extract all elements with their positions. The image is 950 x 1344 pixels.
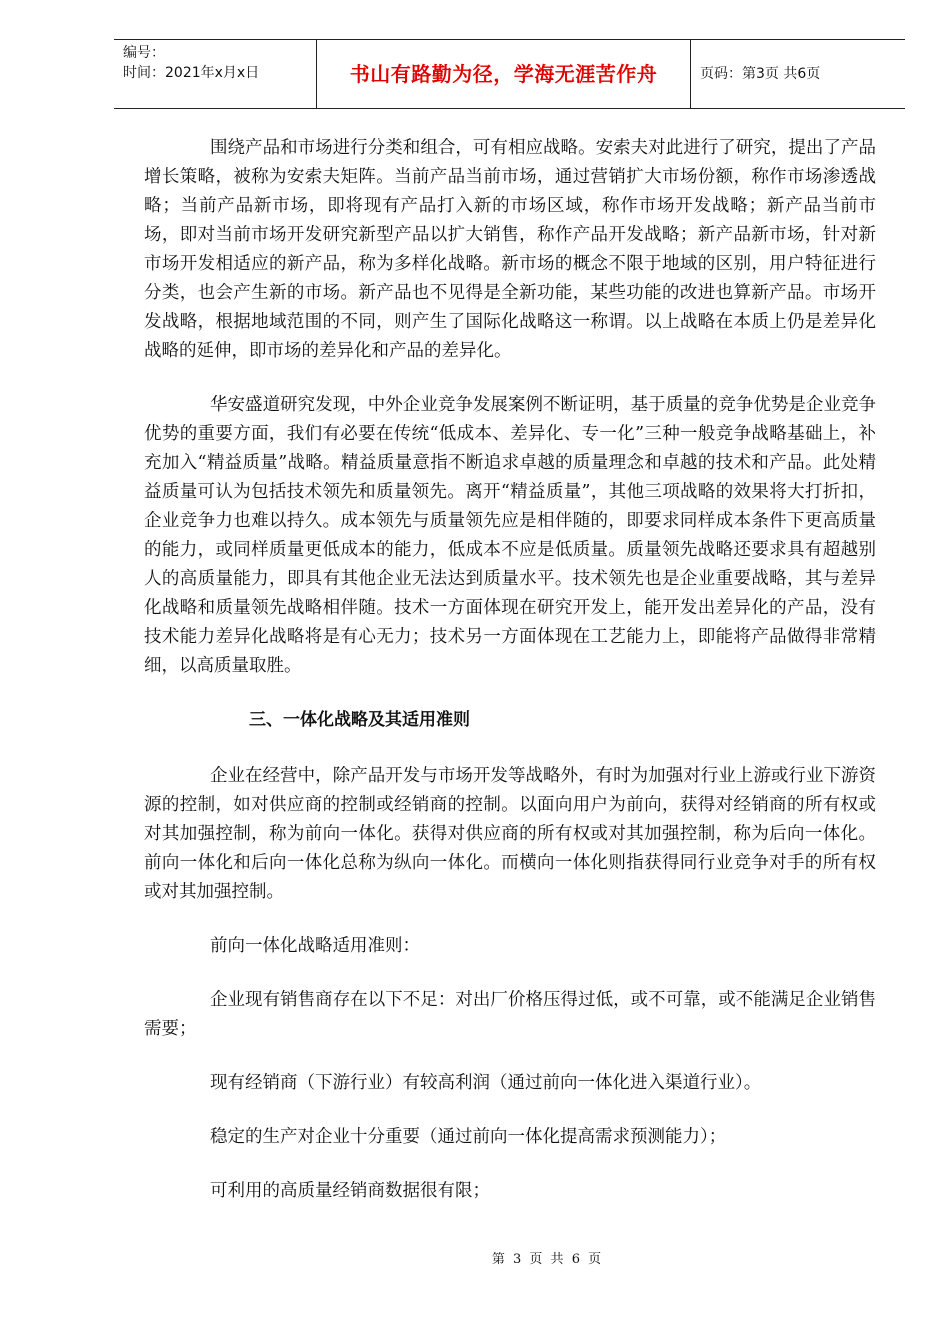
header-motto: 书山有路勤为径，学海无涯苦作舟 xyxy=(317,40,691,108)
header-page-indicator: 页码：第3页 共6页 xyxy=(700,66,821,82)
header-meta-cell xyxy=(114,40,317,108)
paragraph-criterion-1: 企业现有销售商存在以下不足：对出厂价格压得过低，或不可靠，或不能满足企业销售需要； xyxy=(144,990,876,1039)
paragraph-integration-definition: 企业在经营中，除产品开发与市场开发等战略外，有时为加强对行业上游或行业下游资源的控制，如对供应商的控制或经销商的控制。以面向用户为前向，获得对经销商的所有权或对其加强控制，称为前向一体化。获得对供应商的所有权或对其加强控制，称为后向一体化。前向一体化和后向一体化总称为纵向一体化。而横向一体化则指获得同行业竞争对手的所有权或对其加强控制。 xyxy=(144,766,876,902)
section-heading: 三、一体化战略及其适用准则 xyxy=(249,710,470,730)
paragraph-criterion-3: 稳定的生产对企业十分重要（通过前向一体化提高需求预测能力）； xyxy=(210,1127,727,1147)
paragraph-criterion-2: 现有经销商（下游行业）有较高利润（通过前向一体化进入渠道行业）。 xyxy=(210,1073,762,1093)
paragraph-criterion-4: 可利用的高质量经销商数据很有限； xyxy=(210,1181,490,1201)
page-header xyxy=(114,39,905,109)
document-number-label: 编号： xyxy=(123,45,165,61)
document-body xyxy=(144,134,876,1231)
paragraph-ansoff-matrix: 围绕产品和市场进行分类和组合，可有相应战略。安索夫对此进行了研究，提出了产品增长策略，被称为安索夫矩阵。当前产品当前市场，通过营销扩大市场份额，称作市场渗透战略；当前产品新市场，即将现有产品打入新的市场区域，称作市场开发战略；新产品当前市场，即对当前市场开发研究新型产品以扩大销售，称作产品开发战略；新产品新市场，针对新市场开发相适应的新产品，称为多样化战略。新市场的概念不限于地域的区别，用户特征进行分类，也会产生新的市场。新产品也不见得是全新功能，某些功能的改进也算新产品。市场开发战略，根据地域范围的不同，则产生了国际化战略这一称谓。以上战略在本质上仍是差异化战略的延伸，即市场的差异化和产品的差异化。 xyxy=(144,138,876,361)
document-time-label: 时间：2021年x月x日 xyxy=(123,65,260,81)
page-footer: 第 3 页 共 6 页 xyxy=(491,1252,604,1267)
paragraph-forward-criteria-title: 前向一体化战略适用准则： xyxy=(210,936,420,956)
paragraph-lean-quality: 华安盛道研究发现，中外企业竞争发展案例不断证明，基于质量的竞争优势是企业竞争优势的重要方面，我们有必要在传统“低成本、差异化、专一化”三种一般竞争战略基础上，补充加入“精益质量”战略。精益质量意指不断追求卓越的质量理念和卓越的技术和产品。此处精益质量可认为包括技术领先和质量领先。离开“精益质量”，其他三项战略的效果将大打折扣，企业竞争力也难以持久。成本领先与质量领先应是相伴随的，即要求同样成本条件下更高质量的能力，或同样质量更低成本的能力，低成本不应是低质量。质量领先战略还要求具有超越别人的高质量能力，即具有其他企业无法达到质量水平。技术领先也是企业重要战略，其与差异化战略和质量领先战略相伴随。技术一方面体现在研究开发上，能开发出差异化的产品，没有技术能力差异化战略将是有心无力；技术另一方面体现在工艺能力上，即能将产品做得非常精细，以高质量取胜。 xyxy=(144,395,876,676)
